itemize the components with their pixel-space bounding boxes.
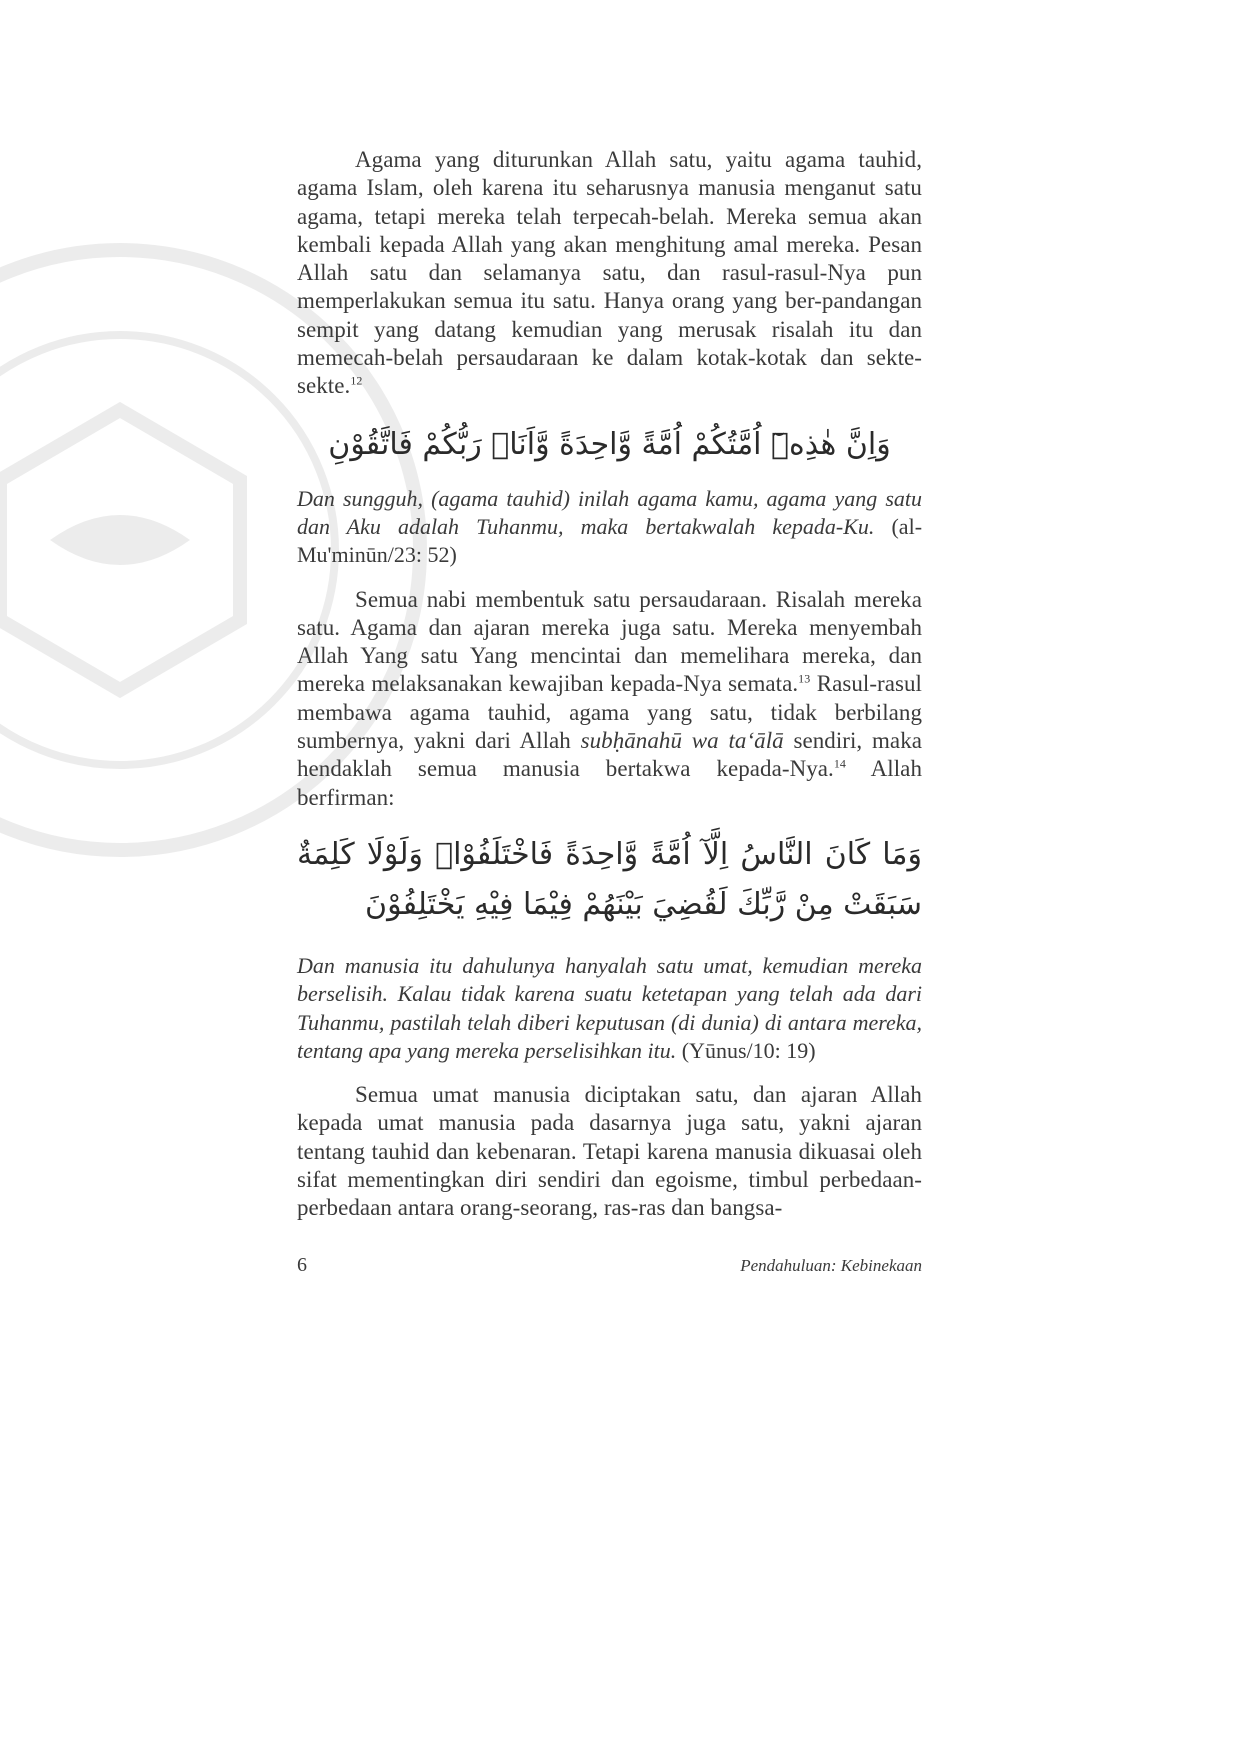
page-footer bbox=[297, 1254, 922, 1277]
page-content bbox=[297, 146, 922, 1223]
paragraph-3: Semua umat manusia diciptakan satu, dan ajaran Allah kepada umat manusia pada dasarnya juga satu, yakni ajaran tentang tauhid dan kebenaran. Tetapi karena manusia dikuasai oleh sifat mementingkan diri sendiri dan egoisme, timbul perbedaan-perbedaan antara orang-seorang, ras-ras dan bangsa- bbox=[297, 1082, 922, 1221]
verse-1-reference: (al-Mu'minūn/23: 52) bbox=[297, 513, 923, 568]
page-number: 6 bbox=[297, 1254, 307, 1276]
arabic-phrase: subḥānahū wa ta‘ālā bbox=[580, 728, 784, 754]
paragraph-2: Semua nabi membentuk satu persaudaraan. Risalah mereka satu. Agama dan ajaran mereka juga satu. Mereka menyembah Allah Yang satu Yang mencintai dan memelihara mereka, dan mereka melaksanakan kewajiban kepada-Nya semata.$^{13}$ Rasul-rasul membawa agama tauhid, agama yang satu, tidak berbilang sumbernya, yakni dari Allah subḥānahū wa ta‘ālā sendiri, maka hendaklah semua manusia bertakwa kepada-Nya.$^{14}$ Allah berfirman: bbox=[297, 586, 922, 810]
verse-1-translation: Dan sungguh, (agama tauhid) inilah agama kamu, agama yang satu dan Aku adalah Tuhanmu, maka bertakwalah kepada-Ku. (al-Mu'minūn/23: 52) bbox=[297, 485, 923, 568]
footnote-ref-14[interactable]: 14 bbox=[833, 756, 846, 771]
paragraph-1: Agama yang diturunkan Allah satu, yaitu agama tauhid, agama Islam, oleh karena itu seharusnya manusia menganut satu agama, tetapi mereka telah terpecah-belah. Mereka semua akan kembali kepada Allah yang akan menghitung amal mereka. Pesan Allah satu dan selamanya satu, dan rasul-rasul-Nya pun memperlakukan semua itu satu. Hanya orang yang ber-pandangan sempit yang datang kemudian yang merusak risalah itu dan memecah-belah persaudaraan ke dalam kotak-kotak dan sekte-sekte.$^{12}$ bbox=[297, 147, 922, 399]
verse-2-arabic: وَمَا كَانَ النَّاسُ اِلَّآ اُمَّةً وَّاحِدَةً فَاخْتَلَفُوْاۗ وَلَوْلَا كَلِمَةٌ سَبَقَتْ مِنْ رَّبِّكَ لَقُضِيَ بَيْنَهُمْ فِيْمَا فِيْهِ يَخْتَلِفُوْنَ bbox=[297, 836, 922, 922]
footnote-ref-13[interactable]: 13 bbox=[798, 671, 811, 686]
verse-2-reference: (Yūnus/10: 19) bbox=[681, 1037, 816, 1063]
running-title: Pendahuluan: Kebinekaan bbox=[740, 1256, 922, 1275]
verse-2-translation: Dan manusia itu dahulunya hanyalah satu umat, kemudian mereka berselisih. Kalau tidak karena suatu ketetapan yang telah ada dari Tuhanmu, pastilah telah diberi keputusan (di dunia) di antara mereka, tentang apa yang mereka perselisihkan itu. (Yūnus/10: 19) bbox=[297, 952, 922, 1063]
verse-1-arabic: وَاِنَّ هٰذِهٖٓ اُمَّتُكُمْ اُمَّةً وَّاحِدَةً وَّاَنَا۠ رَبُّكُمْ فَاتَّقُوْنِ bbox=[328, 426, 891, 462]
footnote-ref-12[interactable]: 12 bbox=[350, 373, 363, 388]
